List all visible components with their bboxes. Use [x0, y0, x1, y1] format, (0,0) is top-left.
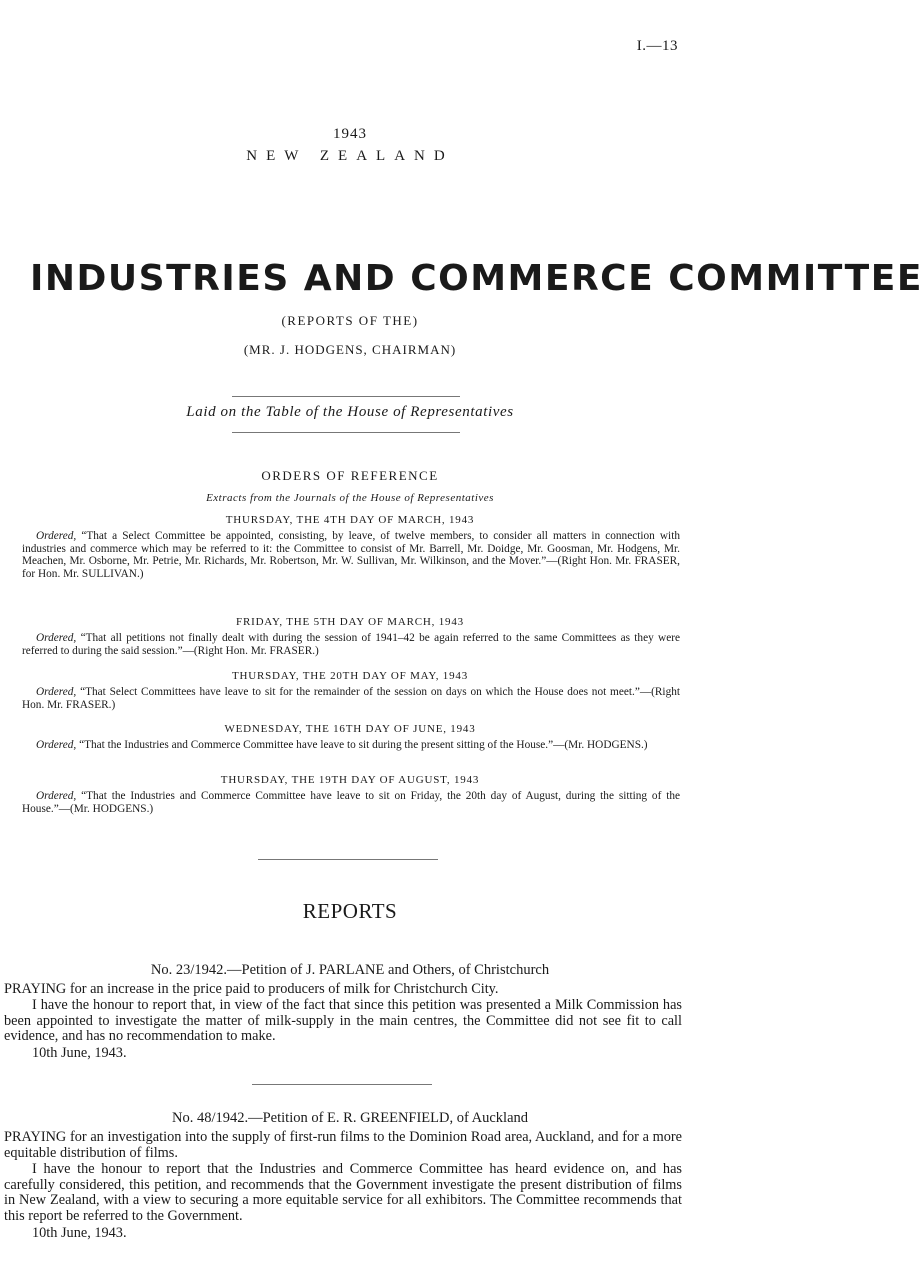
chairman-line: (MR. J. HODGENS, CHAIRMAN): [243, 342, 457, 357]
order-body: “That the Industries and Commerce Committee have leave to sit on Friday, the 20th day of August, during the sitting of the House.”—(Mr. HODGENS.): [22, 790, 680, 815]
order-body: “That a Select Committee be appointed, consisting, by leave, of twelve members, to consider all matters in connection with industries and commerce which may be referred to it: the Committee to consist of Mr. Barrell, Mr. Doidge, Mr. Goosman, Mr. Hodgens, Mr. Meachen, Mr. Osborne, Mr. Petrie, Mr. Richards, Mr. Robertson, Mr. W. Sullivan, Mr. Wilkinson, and the Mover.”—(Right Hon. Mr. FRASER, for Hon. Mr. SULLIVAN.): [22, 530, 680, 580]
order-date: WEDNESDAY, THE 16TH DAY OF JUNE, 1943: [224, 723, 476, 735]
reports-heading: REPORTS: [302, 899, 398, 923]
divider: [252, 1084, 432, 1085]
order-text: [22, 530, 680, 580]
report-praying: [4, 1130, 682, 1161]
order-text: [22, 686, 680, 711]
order-lead: Ordered,: [36, 530, 77, 542]
page-reference: I.—13: [636, 38, 678, 54]
petition-heading: No. 23/1942.—Petition of J. PARLANE and Others, of Christchurch: [150, 962, 550, 978]
report-date: 10th June, 1943.: [32, 1045, 127, 1061]
order-text: [22, 739, 680, 752]
report-body: [4, 1162, 682, 1224]
report-body-text: I have the honour to report that, in view of the fact that since this petition was presented a Milk Commission has been appointed to investigate the matter of milk-supply in the main centres, the Committee did not see fit to call evidence, and has no recommendation to make.: [4, 997, 682, 1045]
order-body: “That Select Committees have leave to sit for the remainder of the session on days on which the House does not meet.”—(Right Hon. Mr. FRASER.): [22, 686, 681, 711]
praying-lead: PRAYING: [4, 981, 67, 997]
order-lead: Ordered,: [36, 686, 77, 698]
document-subtitle: (REPORTS OF THE): [281, 313, 419, 328]
document-title: INDUSTRIES AND COMMERCE COMMITTEE: [30, 258, 923, 299]
country-name: NEW ZEALAND: [246, 148, 454, 164]
divider: [232, 396, 460, 397]
order-lead: Ordered,: [36, 739, 77, 751]
order-date: FRIDAY, THE 5TH DAY OF MARCH, 1943: [236, 616, 464, 628]
divider: [258, 859, 438, 860]
order-body: “That all petitions not finally dealt with during the session of 1941–42 be again referred to the same Committees as they were referred to during the said session.”—(Right Hon. Mr. FRASER.): [22, 632, 680, 657]
order-date: THURSDAY, THE 4TH DAY OF MARCH, 1943: [225, 514, 475, 526]
divider: [232, 432, 460, 433]
orders-of-reference-heading: ORDERS OF REFERENCE: [261, 468, 439, 483]
report-praying: [4, 982, 682, 998]
order-date: THURSDAY, THE 19TH DAY OF AUGUST, 1943: [220, 774, 480, 786]
report-body-text: I have the honour to report that the Industries and Commerce Committee has heard evidence on, and has carefully considered, this petition, and recommends that the Government investigate the present distribution of films in New Zealand, with a view to securing a more equitable service for all exhibitors. The Committee recommends that this report be referred to the Government.: [4, 1161, 682, 1224]
order-date: THURSDAY, THE 20TH DAY OF MAY, 1943: [231, 670, 469, 682]
order-lead: Ordered,: [36, 632, 77, 644]
petition-heading: No. 48/1942.—Petition of E. R. GREENFIELD, of Auckland: [171, 1110, 529, 1126]
order-text: [22, 632, 680, 657]
report-body: [4, 998, 682, 1045]
laid-on-table: Laid on the Table of the House of Representatives: [186, 404, 514, 420]
praying-text: for an investigation into the supply of first-run films to the Dominion Road area, Auckland, and for a more equitable distribution of films.: [4, 1129, 682, 1161]
order-text: [22, 790, 680, 815]
order-lead: Ordered,: [36, 790, 77, 802]
praying-text: for an increase in the price paid to producers of milk for Christchurch City.: [69, 981, 499, 997]
report-date: 10th June, 1943.: [32, 1225, 127, 1241]
order-body: “That the Industries and Commerce Committee have leave to sit during the present sitting of the House.”—(Mr. HODGENS.): [79, 739, 648, 751]
year: 1943: [333, 126, 367, 142]
praying-lead: PRAYING: [4, 1129, 67, 1145]
extracts-note: Extracts from the Journals of the House of Representatives: [206, 492, 494, 504]
